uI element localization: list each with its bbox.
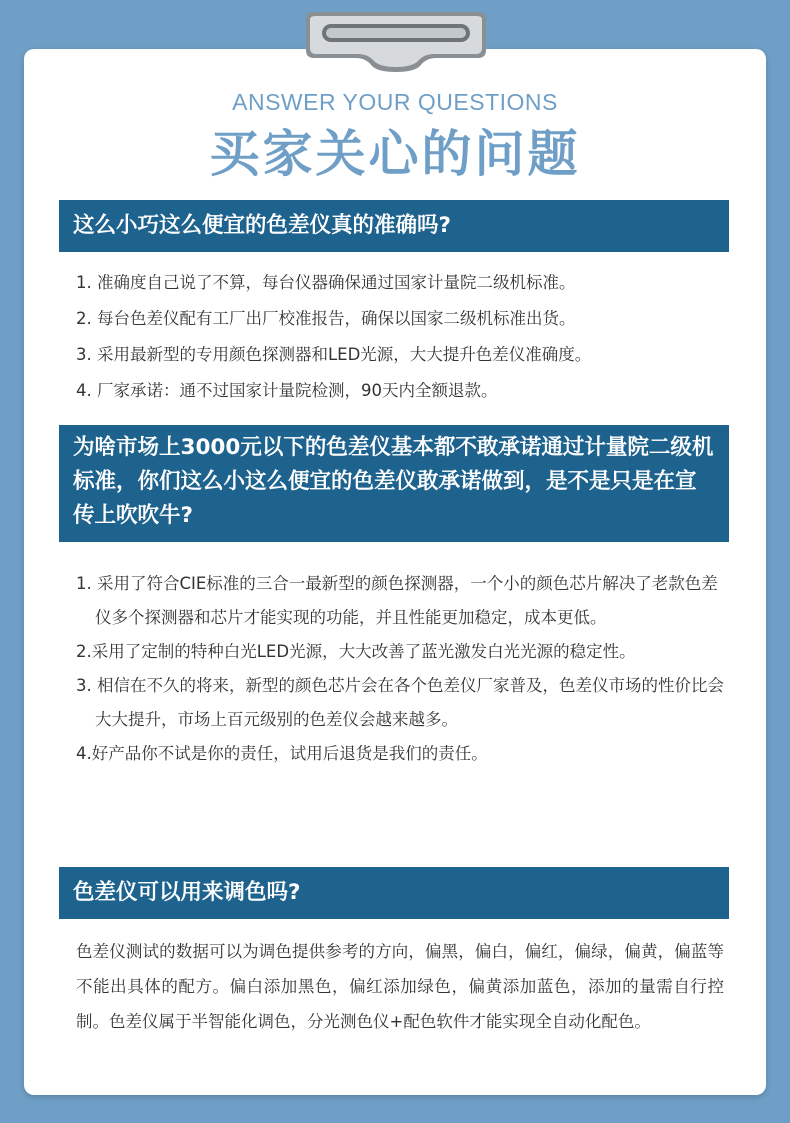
answer-list-accuracy xyxy=(76,265,726,409)
question-heading-accuracy: 这么小巧这么便宜的色差仪真的准确吗? xyxy=(59,200,729,252)
list-item: 4. 厂家承诺：通不过国家计量院检测，90天内全额退款。 xyxy=(76,381,498,400)
page-title: 买家关心的问题 xyxy=(209,125,581,183)
list-item: 4.好产品你不试是你的责任，试用后退货是我们的责任。 xyxy=(76,744,488,763)
question-heading-color-mixing: 色差仪可以用来调色吗? xyxy=(59,867,729,919)
question-heading-certification: 为啥市场上3000元以下的色差仪基本都不敢承诺通过计量院二级机标准，你们这么小这么便宜的色差仪敢承诺做到，是不是只是在宣传上吹吹牛? xyxy=(59,425,729,542)
list-item: 3. 采用最新型的专用颜色探测器和LED光源，大大提升色差仪准确度。 xyxy=(76,345,592,364)
list-item: 1. 准确度自己说了不算，每台仪器确保通过国家计量院二级机标准。 xyxy=(76,273,576,292)
list-item: 2.采用了定制的特种白光LED光源，大大改善了蓝光激发白光光源的稳定性。 xyxy=(76,642,636,661)
clipboard-clip-icon xyxy=(296,10,496,72)
list-item: 3. 相信在不久的将来，新型的颜色芯片会在各个色差仪厂家普及，色差仪市场的性价比会大大提升，市场上百元级别的色差仪会越来越多。 xyxy=(76,676,724,729)
list-item: 2. 每台色差仪配有工厂出厂校准报告，确保以国家二级机标准出货。 xyxy=(76,309,576,328)
list-item: 1. 采用了符合CIE标准的三合一最新型的颜色探测器，一个小的颜色芯片解决了老款色差仪多个探测器和芯片才能实现的功能，并且性能更加稳定，成本更低。 xyxy=(76,574,718,627)
answer-paragraph-color-mixing: 色差仪测试的数据可以为调色提供参考的方向，偏黑，偏白，偏红，偏绿，偏黄，偏蓝等不能出具体的配方。偏白添加黑色，偏红添加绿色，偏黄添加蓝色，添加的量需自行控制。色差仪属于半智能化调色，分光测色仪+配色软件才能实现全自动化配色。 xyxy=(76,942,724,1031)
answer-list-certification xyxy=(76,567,726,771)
page-subtitle: ANSWER YOUR QUESTIONS xyxy=(232,89,558,115)
